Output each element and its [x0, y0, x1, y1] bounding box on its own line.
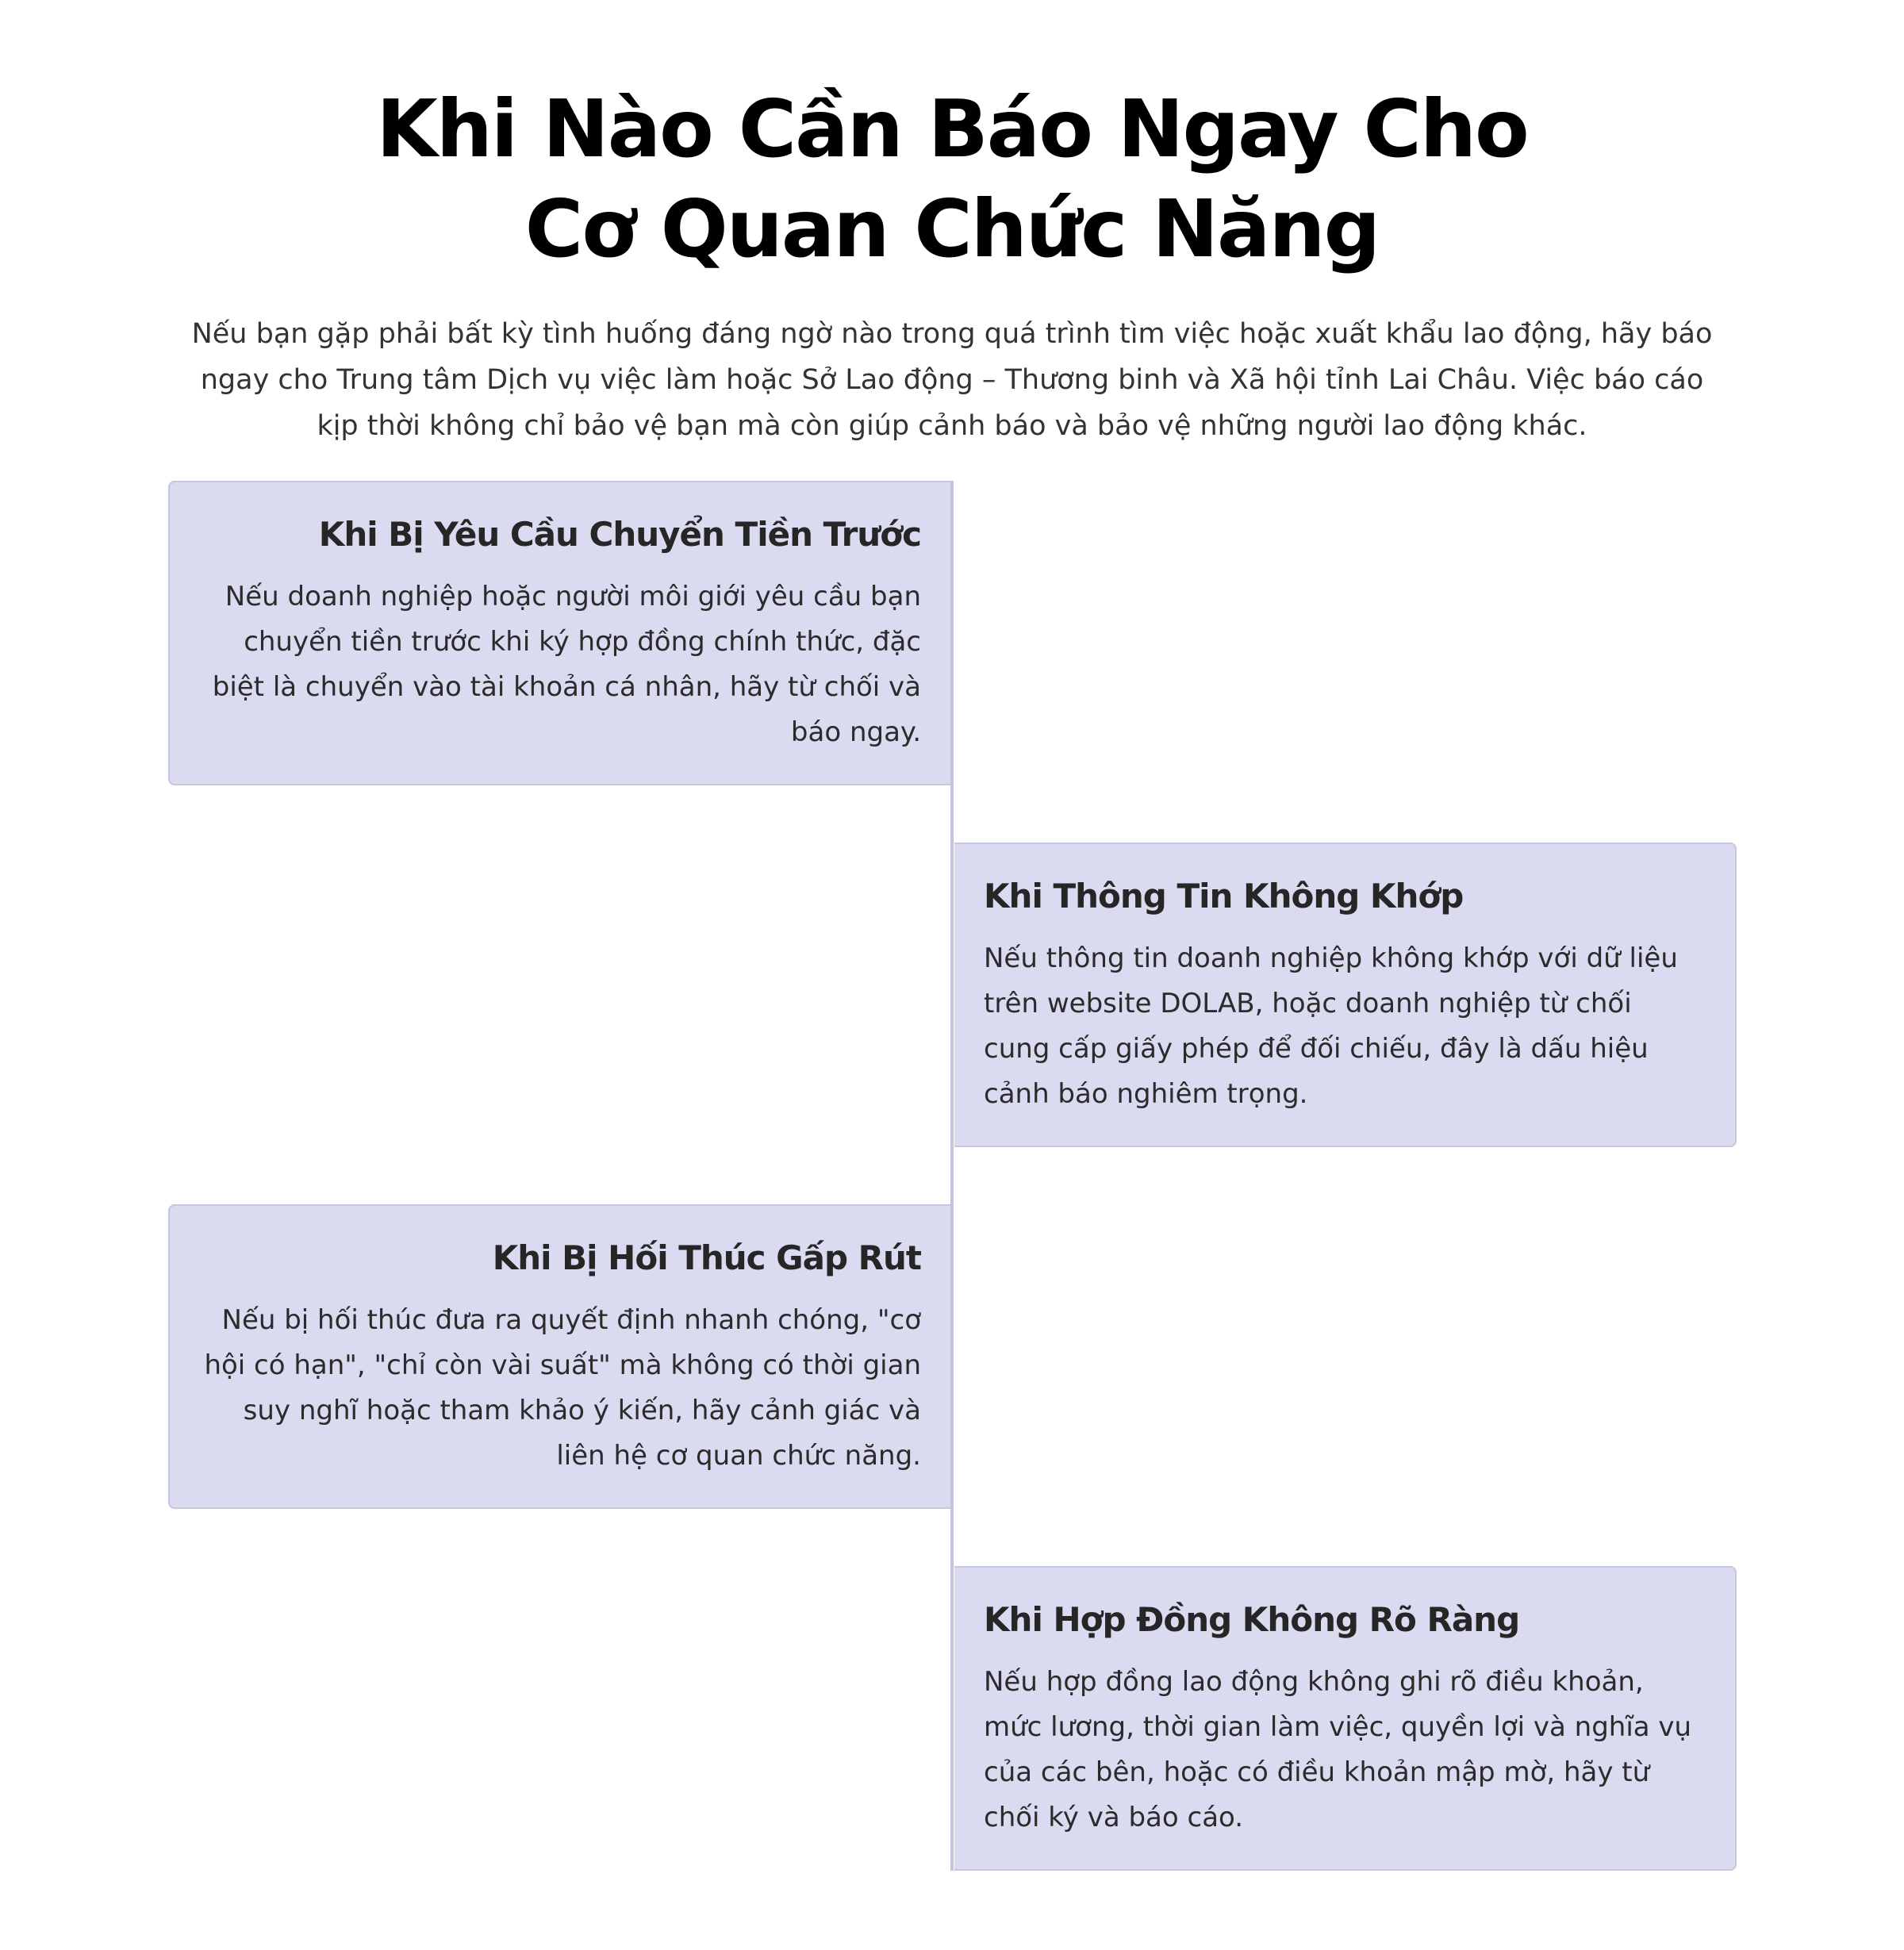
timeline-card-text: Nếu hợp đồng lao động không ghi rõ điều khoản, mức lương, thời gian làm việc, quyền lợi và nghĩa vụ của các bên, hoặc có điều khoản mập mờ, hãy từ chối ký và báo cáo. [984, 1666, 1692, 1833]
timeline-card-unclear-contract [954, 1566, 1737, 1871]
timeline-card-text: Nếu doanh nghiệp hoặc người môi giới yêu cầu bạn chuyển tiền trước khi ký hợp đồng chính thức, đặc biệt là chuyển vào tài khoản cá nhân, hãy từ chối và báo ngay. [212, 581, 921, 748]
page-subtitle: Nếu bạn gặp phải bất kỳ tình huống đáng ngờ nào trong quá trình tìm việc hoặc xuất khẩu lao động, hãy báo ngay cho Trung tâm Dịch vụ việc làm hoặc Sở Lao động – Thương binh và Xã hội tỉnh Lai Châu. Việc báo cáo kịp thời không chỉ bảo vệ bạn mà còn giúp cảnh báo và bảo vệ những người lao động khác. [191, 318, 1713, 442]
timeline-card-title: Khi Thông Tin Không Khớp [984, 877, 1464, 916]
timeline [168, 481, 1736, 1871]
timeline-card-info-mismatch [954, 843, 1737, 1147]
timeline-card-text: Nếu thông tin doanh nghiệp không khớp với dữ liệu trên website DOLAB, hoặc doanh nghiệp từ chối cung cấp giấy phép để đối chiếu, đây là dấu hiệu cảnh báo nghiêm trọng. [984, 942, 1678, 1110]
timeline-card-title: Khi Bị Hối Thúc Gấp Rút [492, 1238, 921, 1277]
page-title [0, 79, 1904, 279]
page-title-line-2: Cơ Quan Chức Năng [524, 182, 1380, 275]
timeline-card-advance-payment [168, 481, 950, 785]
page-title-line-1: Khi Nào Cần Báo Ngay Cho [376, 83, 1528, 175]
timeline-card-title: Khi Bị Yêu Cầu Chuyển Tiền Trước [318, 515, 921, 554]
timeline-center-line [950, 481, 954, 1871]
timeline-card-pressure [168, 1204, 950, 1509]
timeline-card-title: Khi Hợp Đồng Không Rõ Ràng [984, 1600, 1520, 1639]
timeline-card-text: Nếu bị hối thúc đưa ra quyết định nhanh chóng, "cơ hội có hạn", "chỉ còn vài suất" mà không có thời gian suy nghĩ hoặc tham khảo ý kiến, hãy cảnh giác và liên hệ cơ quan chức năng. [204, 1304, 921, 1472]
